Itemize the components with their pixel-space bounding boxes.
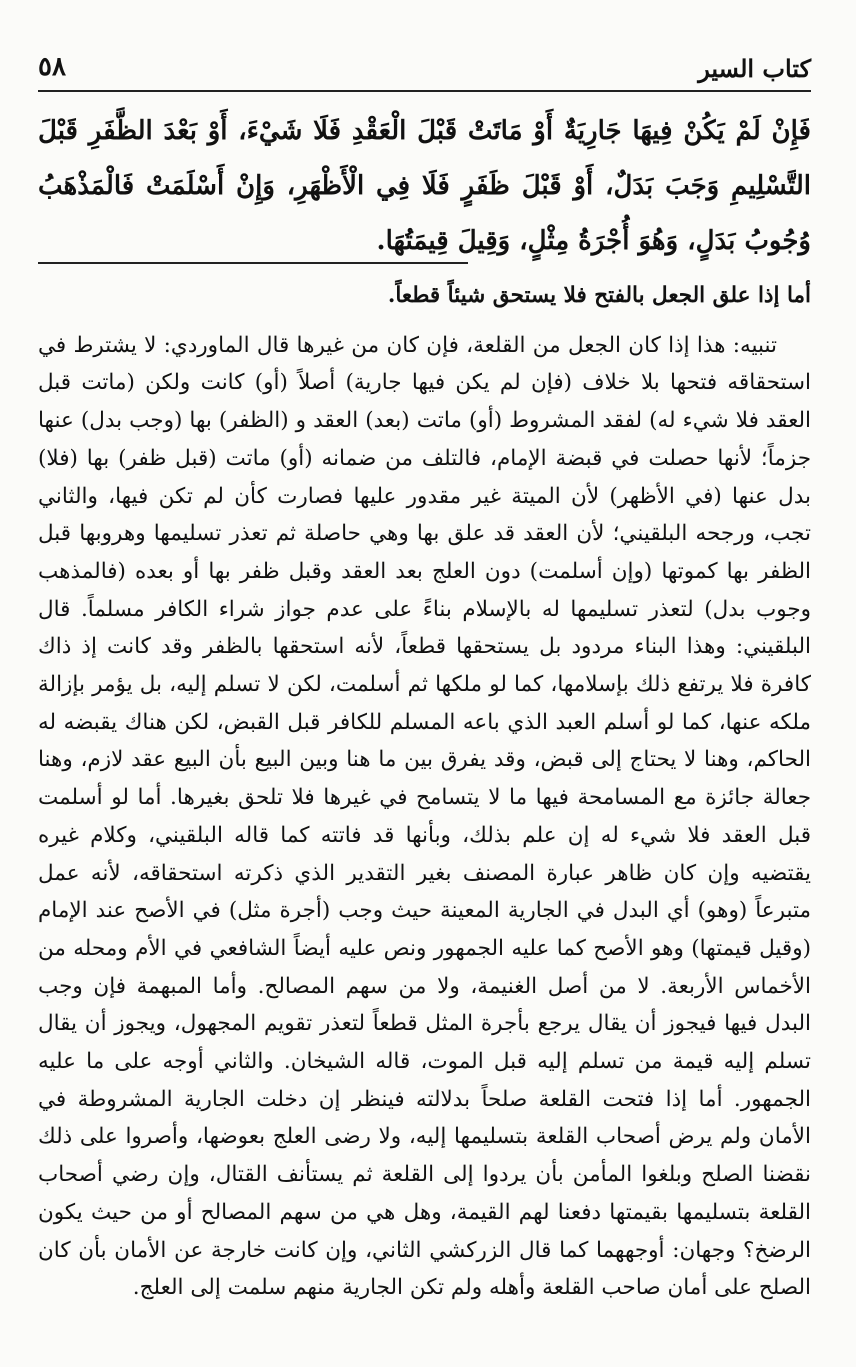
commentary bbox=[38, 277, 811, 1307]
matn-text: فَإِنْ لَمْ يَكُنْ فِيهَا جَارِيَةٌ أَوْ مَاتَتْ قَبْلَ الْعَقْدِ فَلَا شَيْءَ، أَوْ بَعْدَ الظَّفَرِ قَبْلَ التَّسْلِيمِ وَجَبَ بَدَلٌ، أَوْ قَبْلَ ظَفَرٍ فَلَا فِي الْأَظْهَرِ، وَإِنْ أَسْلَمَتْ فَالْمَذْهَبُ وُجُوبُ بَدَلٍ، وَهُوَ أُجْرَةُ مِثْلٍ، وَقِيلَ قِيمَتُهَا. bbox=[38, 116, 811, 256]
page-number: ٥٨ bbox=[38, 52, 66, 82]
section-divider bbox=[38, 262, 468, 264]
commentary-lead-paragraph: أما إذا علق الجعل بالفتح فلا يستحق شيئاً قطعاً. bbox=[387, 283, 811, 308]
commentary-body-paragraph: تنبيه: هذا إذا كان الجعل من القلعة، فإن كان من غيرها قال الماوردي: لا يشترط في استحقاقه فتحها بلا خلاف (فإن لم يكن فيها جارية) أصلاً (أو) كانت ولكن (ماتت قبل العقد فلا شيء له) لفقد المشروط (أو) ماتت (بعد) العقد و (الظفر) بها (وجب بدل) عنها جزماً؛ لأنها حصلت في قبضة الإمام، فالتلف من ضمانه (أو) ماتت (قبل ظفر) بها (فلا) بدل عنها (في الأظهر) لأن الميتة غير مقدور عليها فصارت كأن لم تكن فيها، والثاني تجب، ورجحه البلقيني؛ لأن العقد قد علق بها وهي حاصلة ثم تعذر تسليمها وهروبها قبل الظفر بها كموتها (وإن أسلمت) دون العلج بعد العقد وقبل ظفر بها أو بعده (فالمذهب وجوب بدل) لتعذر تسليمها له بالإسلام بناءً على عدم جواز شراء الكافر مسلماً. قال البلقيني: وهذا البناء مردود بل يستحقها قطعاً، لأنه استحقها بالظفر وقد كانت إذ ذاك كافرة فلا يرتفع ذلك بإسلامها، كما لو ملكها ثم أسلمت، لكن لا تسلم إليه، بل يؤمر بإزالة ملكه عنها، كما لو أسلم العبد الذي باعه المسلم للكافر قبل القبض، لكن هناك يقبضه له الحاكم، وهنا لا يحتاج إلى قبض، وقد يفرق بين ما هنا وبين البيع بأن البيع عقد لازم، وهنا جعالة جائزة مع المسامحة فيها ما لا يتسامح في غيرها فلا تلحق بغيرها. أما لو أسلمت قبل العقد فلا شيء له إن علم بذلك، وبأنها قد فاتته كما قاله البلقيني، وكلام غيره يقتضيه وإن كان ظاهر عبارة المصنف بغير التقدير الذي ذكرته استحقاقه، لأنه عمل متبرعاً (وهو) أي البدل في الجارية المعينة حيث وجب (أجرة مثل) في الأصح عند الإمام (وقيل قيمتها) وهو الأصح كما عليه الجمهور ونص عليه أيضاً الشافعي في الأم ومحله من الأخماس الأربعة. لا من أصل الغنيمة، ولا من سهم المصالح. وأما المبهمة فإن وجب البدل فيها فيجوز أن يقال يرجع بأجرة المثل قطعاً لتعذر تقويم المجهول، ويجوز أن يقال تسلم إليه قيمة من تسلم إليه قبل الموت، قاله الشيخان. والثاني أوجه على ما عليه الجمهور. أما إذا فتحت القلعة صلحاً بدلالته فينظر إن دخلت الجارية المشروطة في الأمان ولم يرض أصحاب القلعة بتسليمها إليه، ولا رضى العلج بعوضها، وأصروا على ذلك نقضنا الصلح وبلغوا المأمن بأن يردوا إلى القلعة ثم يستأنف القتال، وإن رضي أصحاب القلعة بتسليمها بقيمتها دفعنا لهم القيمة، وهل هي من سهم المصالح أو من حيث يكون الرضخ؟ وجهان: أوجههما كما قال الزركشي الثاني، وإن كانت خارجة عن الأمان بأن كان الصلح على أمان صاحب القلعة وأهله ولم تكن الجارية منهم سلمت إلى العلج. bbox=[38, 332, 811, 1301]
page-header bbox=[38, 50, 811, 92]
running-title: كتاب السير bbox=[698, 54, 811, 83]
